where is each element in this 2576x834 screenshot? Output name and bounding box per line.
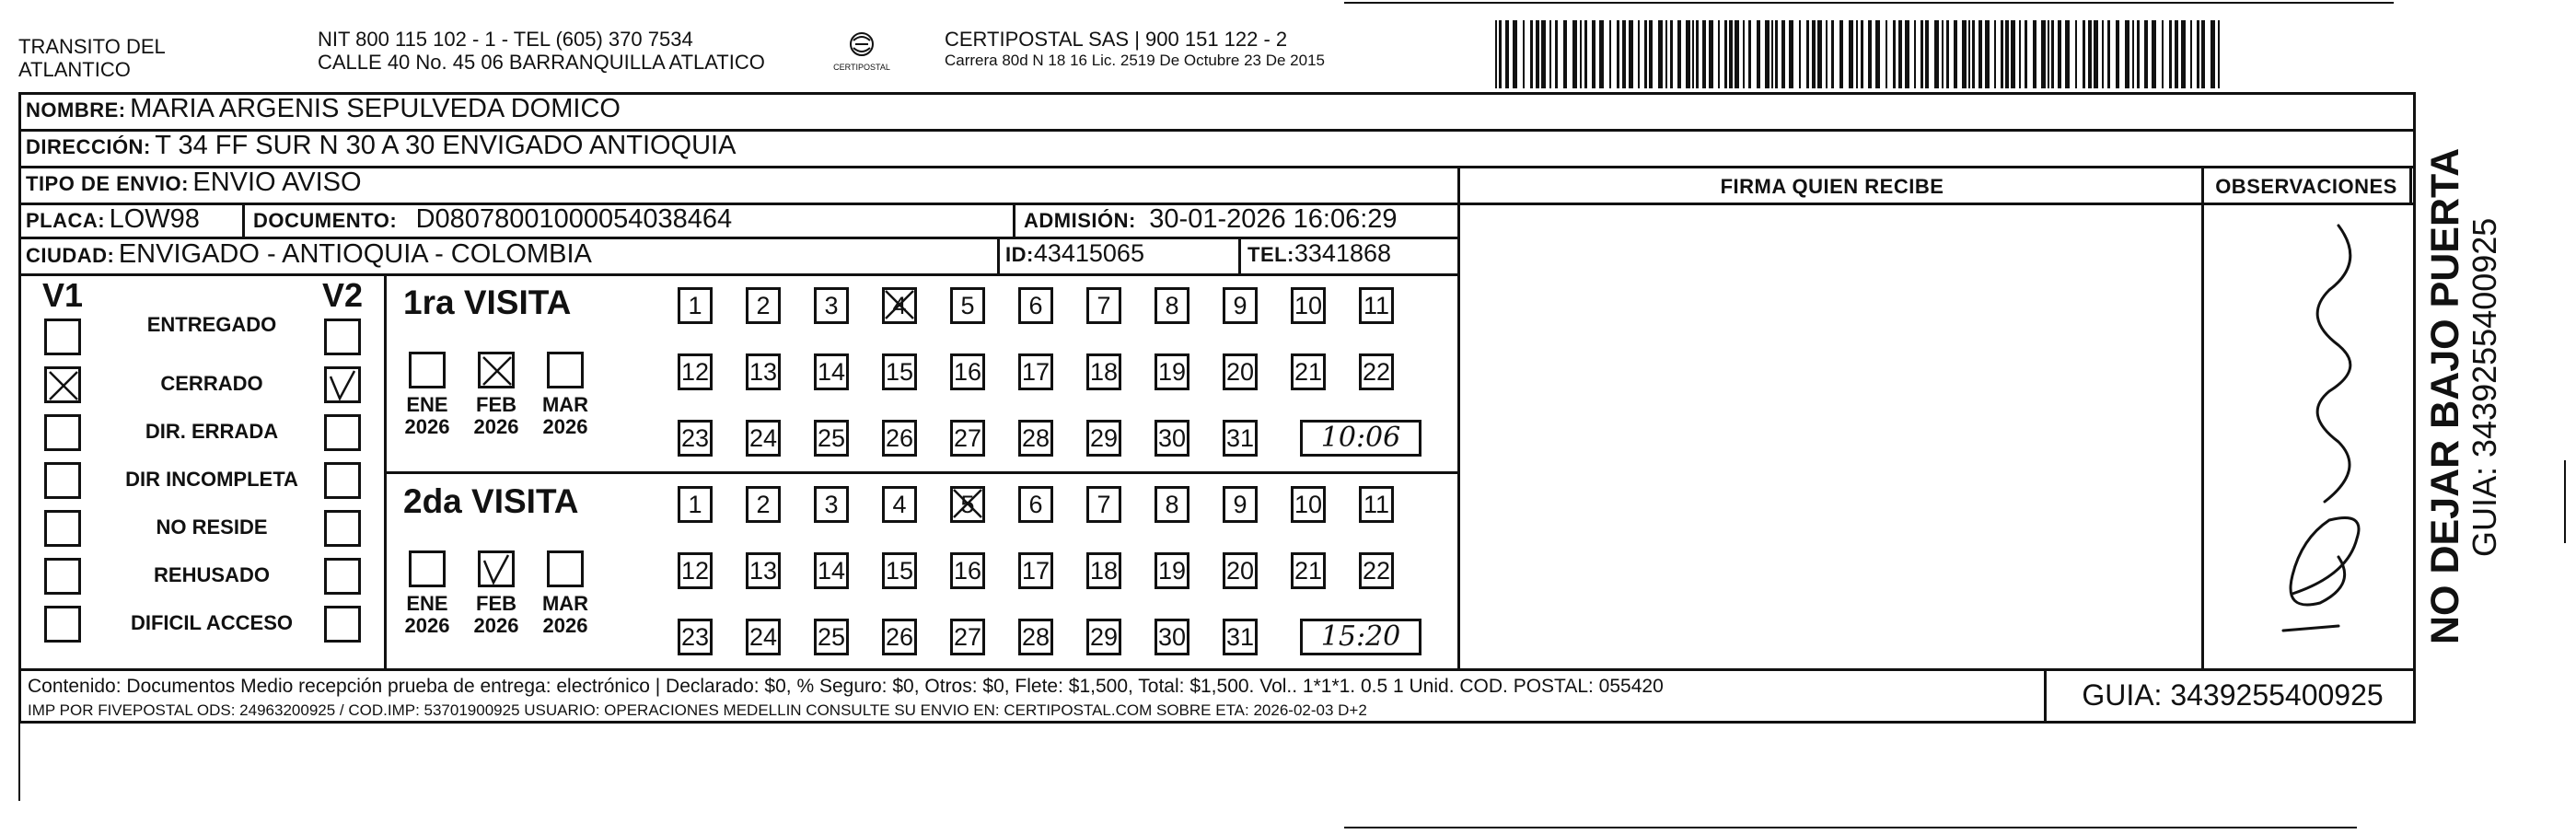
barcode-bar (2162, 20, 2164, 88)
barcode-bar (1584, 20, 1587, 88)
barcode-bar (2190, 20, 2192, 88)
barcode-bar (2005, 20, 2009, 88)
barcode-bar (1658, 20, 1663, 88)
barcode-bar (1718, 20, 1720, 88)
barcode-bar (2175, 20, 2178, 88)
barcode-bar (2169, 20, 2172, 88)
v1-label: V1 (42, 276, 84, 314)
visit-time-box[interactable]: 15:20 (1300, 619, 1421, 655)
direccion-field (26, 131, 736, 161)
agency-contact (318, 28, 765, 74)
barcode-bar (2152, 20, 2156, 88)
month-year: 2026 (542, 614, 588, 637)
firma-header: FIRMA QUIEN RECIBE (1720, 175, 1944, 198)
day-box[interactable]: 9 (1223, 486, 1258, 523)
v2-checkbox[interactable] (324, 606, 361, 643)
v2-checkbox[interactable] (324, 366, 361, 403)
day-box[interactable]: 13 (746, 552, 781, 589)
status-reason-label: CERRADO (160, 372, 263, 395)
day-box[interactable]: 27 (950, 420, 985, 457)
barcode-bar (1629, 20, 1633, 88)
barcode-bar (2051, 20, 2054, 88)
x-mark-icon (951, 487, 984, 520)
day-box[interactable] (882, 287, 917, 324)
barcode-bar (2132, 20, 2134, 88)
month-label (400, 394, 455, 438)
day-box[interactable]: 3 (814, 486, 849, 523)
day-box[interactable]: 14 (814, 552, 849, 589)
barcode-bar (1609, 20, 1611, 88)
barcode-bar (2019, 20, 2021, 88)
month-name: MAR (541, 592, 589, 615)
barcode-bar (2075, 20, 2077, 88)
day-box[interactable]: 31 (1223, 619, 1258, 655)
admision-field (1024, 204, 1398, 235)
day-box[interactable]: 25 (814, 619, 849, 655)
day-box[interactable]: 29 (1086, 420, 1121, 457)
check-mark-icon (327, 369, 360, 402)
day-box[interactable]: 11 (1359, 486, 1394, 523)
day-box[interactable]: 20 (1223, 552, 1258, 589)
barcode-bar (1914, 20, 1916, 88)
barcode-bar (1861, 20, 1863, 88)
barcode-bar (1968, 20, 1970, 88)
barcode-bar (2144, 20, 2148, 88)
day-box[interactable]: 14 (814, 353, 849, 390)
no-dejar-bajo-puerta: NO DEJAR BAJO PUERTA (2423, 147, 2467, 644)
certipostal-logo (825, 29, 899, 77)
visit-title: 1ra VISITA (403, 284, 572, 321)
day-box[interactable]: 9 (1223, 287, 1258, 324)
barcode-bar (1806, 20, 1809, 88)
day-box[interactable]: 12 (678, 353, 713, 390)
barcode-bar (1985, 20, 1990, 88)
barcode-bar (1592, 20, 1595, 88)
v1-checkbox[interactable] (44, 462, 81, 499)
barcode-bar (1839, 20, 1843, 88)
day-box[interactable]: 21 (1291, 353, 1326, 390)
barcode (1495, 20, 2226, 88)
barcode-bar (2218, 20, 2220, 88)
barcode-bar (1781, 20, 1785, 88)
barcode-bar (1893, 20, 1896, 88)
barcode-bar (1920, 20, 1923, 88)
day-box[interactable]: 23 (678, 420, 713, 457)
x-mark-icon (883, 288, 916, 321)
barcode-bar (1942, 20, 1944, 88)
month-name: MAR (541, 393, 589, 416)
day-box[interactable]: 26 (882, 619, 917, 655)
v1-checkbox[interactable] (44, 510, 81, 547)
v2-label: V2 (322, 276, 364, 314)
handwritten-signature (2228, 207, 2385, 640)
day-box[interactable]: 8 (1155, 486, 1189, 523)
month-year: 2026 (473, 614, 519, 637)
day-box[interactable]: 5 (950, 287, 985, 324)
barcode-bar (2107, 20, 2110, 88)
status-reason-label: DIR. ERRADA (145, 420, 279, 443)
day-box[interactable]: 30 (1155, 619, 1189, 655)
tipo-envio-label: TIPO DE ENVIO: (26, 172, 189, 195)
logo-text: CERTIPOSTAL (833, 63, 890, 72)
barcode-bar (1580, 20, 1582, 88)
check-mark-icon (481, 553, 514, 586)
month-name: FEB (476, 393, 516, 416)
barcode-bar (2011, 20, 2015, 88)
barcode-bar (2088, 20, 2092, 88)
barcode-bar (1665, 20, 1667, 88)
documento-value: D08078001000054038464 (415, 204, 733, 234)
barcode-bar (1622, 20, 1626, 88)
day-box[interactable]: 23 (678, 619, 713, 655)
barcode-bar (2210, 20, 2215, 88)
barcode-bar (1925, 20, 1929, 88)
tel-value: 3341868 (1294, 239, 1392, 267)
license-line: Carrera 80d N 18 16 Lic. 2519 De Octubre 23 De 2015 (945, 52, 1325, 69)
imp-line: IMP POR FIVEPOSTAL ODS: 24963200925 / COD.IMP: 53701900925 USUARIO: OPERACIONES MEDELLIN CONSULTE SU ENVIO EN: CERTIPOSTAL.COM SOBRE ETA: 2026-02-03 D+2 (28, 701, 1367, 719)
month-year: 2026 (473, 415, 519, 438)
month-name: ENE (406, 592, 448, 615)
nombre-label: NOMBRE: (26, 98, 126, 122)
footer-guia: GUIA: 3439255400925 (2082, 678, 2384, 712)
nit-line: NIT 800 115 102 - 1 - TEL (605) 370 7534 (318, 28, 693, 51)
day-box[interactable]: 28 (1018, 420, 1053, 457)
barcode-bar (1831, 20, 1834, 88)
direccion-value: T 34 FF SUR N 30 A 30 ENVIGADO ANTIOQUIA (155, 131, 737, 160)
month-name: FEB (476, 592, 516, 615)
barcode-bar (1905, 20, 1909, 88)
barcode-bar (1702, 20, 1706, 88)
tipo-envio-value: ENVIO AVISO (192, 168, 362, 197)
barcode-bar (2125, 20, 2129, 88)
day-number: 5 (960, 491, 975, 518)
day-box[interactable]: 1 (678, 486, 713, 523)
day-box[interactable]: 24 (746, 420, 781, 457)
side-guia: GUIA: 3439255400925 (2466, 217, 2503, 557)
day-box[interactable]: 30 (1155, 420, 1189, 457)
barcode-bar (1946, 20, 1949, 88)
day-box[interactable]: 18 (1086, 552, 1121, 589)
placa-label: PLACA: (26, 209, 106, 232)
barcode-bar (2094, 20, 2098, 88)
status-reason-label: ENTREGADO (146, 313, 277, 336)
direccion-label: DIRECCIÓN: (26, 135, 151, 158)
v1-checkbox[interactable] (44, 414, 81, 451)
barcode-bar (2137, 20, 2140, 88)
status-reason-label: NO RESIDE (156, 515, 268, 539)
day-box[interactable]: 17 (1018, 353, 1053, 390)
barcode-bar (1765, 20, 1770, 88)
barcode-bar (1555, 20, 1558, 88)
day-mark (951, 487, 984, 520)
v2-checkbox[interactable] (324, 462, 361, 499)
barcode-bar (1644, 20, 1647, 88)
company-info (945, 28, 1325, 70)
x-mark-icon (47, 369, 80, 402)
day-box[interactable]: 20 (1223, 353, 1258, 390)
barcode-bar (2033, 20, 2036, 88)
day-box[interactable]: 2 (746, 486, 781, 523)
barcode-bar (2083, 20, 2085, 88)
day-box[interactable]: 12 (678, 552, 713, 589)
day-box[interactable]: 7 (1086, 486, 1121, 523)
month-label (469, 394, 524, 438)
day-box[interactable]: 31 (1223, 420, 1258, 457)
barcode-bar (1692, 20, 1694, 88)
documento-label: DOCUMENTO: (253, 209, 398, 232)
v1-checkbox[interactable] (44, 558, 81, 595)
barcode-bar (1724, 20, 1727, 88)
v1-checkbox[interactable] (44, 366, 81, 403)
day-box[interactable]: 29 (1086, 619, 1121, 655)
company-line: CERTIPOSTAL SAS | 900 151 122 - 2 (945, 28, 1288, 51)
month-checkbox[interactable] (547, 550, 584, 587)
barcode-bar (2001, 20, 2003, 88)
barcode-bar (1686, 20, 1690, 88)
barcode-bar (1599, 20, 1604, 88)
day-box[interactable]: 15 (882, 552, 917, 589)
barcode-bar (1898, 20, 1902, 88)
barcode-bar (1748, 20, 1751, 88)
barcode-bar (2058, 20, 2061, 88)
barcode-bar (1886, 20, 1887, 88)
barcode-bar (2025, 20, 2027, 88)
observaciones-header: OBSERVACIONES (2215, 175, 2397, 198)
barcode-bar (2041, 20, 2046, 88)
barcode-bar (2181, 20, 2186, 88)
barcode-bar (1505, 20, 1509, 88)
day-box[interactable]: 19 (1155, 552, 1189, 589)
day-box[interactable]: 6 (1018, 486, 1053, 523)
barcode-bar (1771, 20, 1773, 88)
visit-time-box[interactable]: 10:06 (1300, 420, 1421, 457)
status-reason-label: DIR INCOMPLETA (125, 468, 298, 491)
barcode-bar (1499, 20, 1502, 88)
barcode-bar (1757, 20, 1760, 88)
barcode-bar (1962, 20, 1967, 88)
x-mark-icon (481, 354, 514, 388)
barcode-bar (1934, 20, 1939, 88)
barcode-bar (1617, 20, 1619, 88)
day-box[interactable]: 3 (814, 287, 849, 324)
ciudad-value: ENVIGADO - ANTIOQUIA - COLOMBIA (118, 239, 592, 269)
day-box[interactable]: 10 (1291, 287, 1326, 324)
month-checkbox[interactable] (547, 352, 584, 388)
ciudad-field (26, 239, 592, 270)
id-value: 43415065 (1033, 239, 1144, 267)
documento-field (253, 204, 732, 235)
month-checkbox[interactable] (478, 352, 515, 388)
v1-checkbox[interactable] (44, 319, 81, 355)
day-box[interactable]: 17 (1018, 552, 1053, 589)
month-label (400, 593, 455, 637)
barcode-bar (2197, 20, 2199, 88)
day-box[interactable]: 28 (1018, 619, 1053, 655)
day-mark (883, 288, 916, 321)
agency-line-2: ATLANTICO (18, 58, 131, 81)
barcode-bar (1572, 20, 1577, 88)
month-label (538, 394, 593, 438)
barcode-bar (1856, 20, 1858, 88)
barcode-bar (1638, 20, 1640, 88)
barcode-bar (1826, 20, 1828, 88)
barcode-bar (1649, 20, 1653, 88)
admision-label: ADMISIÓN: (1024, 209, 1136, 232)
day-box[interactable]: 2 (746, 287, 781, 324)
day-number: 4 (892, 292, 907, 319)
day-box[interactable]: 27 (950, 619, 985, 655)
barcode-bar (1799, 20, 1801, 88)
barcode-bar (1743, 20, 1745, 88)
ciudad-label: CIUDAD: (26, 244, 115, 267)
day-box[interactable] (950, 486, 985, 523)
barcode-bar (1495, 20, 1497, 88)
month-checkbox[interactable] (409, 550, 446, 587)
day-box[interactable]: 4 (882, 486, 917, 523)
barcode-bar (1513, 20, 1517, 88)
tipo-envio-field (26, 168, 362, 198)
visit-title: 2da VISITA (403, 482, 579, 520)
barcode-bar (1735, 20, 1739, 88)
barcode-bar (2065, 20, 2070, 88)
day-box[interactable]: 6 (1018, 287, 1053, 324)
nombre-value: MARIA ARGENIS SEPULVEDA DOMICO (130, 94, 621, 123)
admision-value: 30-01-2026 16:06:29 (1149, 204, 1398, 234)
barcode-bar (1789, 20, 1793, 88)
day-box[interactable]: 22 (1359, 353, 1394, 390)
barcode-bar (1709, 20, 1713, 88)
agency-name (18, 35, 166, 81)
barcode-bar (1549, 20, 1551, 88)
barcode-bar (1868, 20, 1872, 88)
day-box[interactable]: 24 (746, 619, 781, 655)
barcode-bar (1978, 20, 1982, 88)
barcode-bar (1875, 20, 1880, 88)
placa-field (26, 204, 200, 235)
month-checkbox[interactable] (409, 352, 446, 388)
day-box[interactable]: 16 (950, 353, 985, 390)
month-name: ENE (406, 393, 448, 416)
v2-checkbox[interactable] (324, 510, 361, 547)
day-box[interactable]: 19 (1155, 353, 1189, 390)
address-line: CALLE 40 No. 45 06 BARRANQUILLA ATLATICO (318, 51, 765, 74)
day-box[interactable]: 16 (950, 552, 985, 589)
barcode-bar (2201, 20, 2205, 88)
barcode-bar (1954, 20, 1957, 88)
barcode-bar (1775, 20, 1778, 88)
barcode-bar (1670, 20, 1673, 88)
month-year: 2026 (542, 415, 588, 438)
barcode-bar (1677, 20, 1681, 88)
month-checkbox[interactable] (478, 550, 515, 587)
placa-value: LOW98 (109, 204, 200, 234)
barcode-bar (2048, 20, 2049, 88)
barcode-bar (1536, 20, 1539, 88)
day-box[interactable]: 1 (678, 287, 713, 324)
day-box[interactable]: 22 (1359, 552, 1394, 589)
day-box[interactable]: 11 (1359, 287, 1394, 324)
barcode-bar (1729, 20, 1733, 88)
contenido-line: Contenido: Documentos Medio recepción prueba de entrega: electrónico | Declarado: $0, % Seguro: $0, Otros: $0, Flete: $1,500, Total: $1,500. Vol.. 1*1*1. 0.5 1 Unid. COD. POSTAL: 055420 (28, 676, 1664, 697)
barcode-bar (1541, 20, 1546, 88)
status-reason-label: REHUSADO (154, 563, 270, 586)
day-box[interactable]: 7 (1086, 287, 1121, 324)
day-box[interactable]: 15 (882, 353, 917, 390)
v1-checkbox[interactable] (44, 606, 81, 643)
day-box[interactable]: 8 (1155, 287, 1189, 324)
nombre-field (26, 94, 621, 124)
status-reason-label: DIFICIL ACCESO (130, 611, 293, 634)
day-box[interactable]: 10 (1291, 486, 1326, 523)
tel-field (1247, 239, 1391, 268)
barcode-bar (1972, 20, 1975, 88)
month-year: 2026 (404, 614, 450, 637)
id-label: ID: (1005, 243, 1034, 266)
day-box[interactable]: 13 (746, 353, 781, 390)
agency-line-1: TRANSITO DEL (18, 35, 166, 58)
barcode-bar (1563, 20, 1567, 88)
v2-checkbox[interactable] (324, 558, 361, 595)
day-box[interactable]: 18 (1086, 353, 1121, 390)
month-label (469, 593, 524, 637)
day-box[interactable]: 26 (882, 420, 917, 457)
barcode-bar (1523, 20, 1525, 88)
tel-label: TEL: (1247, 243, 1294, 266)
barcode-bar (1849, 20, 1853, 88)
barcode-bar (1696, 20, 1699, 88)
v2-checkbox[interactable] (324, 414, 361, 451)
day-box[interactable]: 21 (1291, 552, 1326, 589)
barcode-bar (1812, 20, 1816, 88)
id-field (1005, 239, 1144, 268)
barcode-bar (1994, 20, 1996, 88)
barcode-bar (2102, 20, 2104, 88)
v2-checkbox[interactable] (324, 319, 361, 355)
day-box[interactable]: 25 (814, 420, 849, 457)
month-label (538, 593, 593, 637)
month-year: 2026 (404, 415, 450, 438)
barcode-bar (2116, 20, 2119, 88)
barcode-bar (1817, 20, 1822, 88)
barcode-bar (1530, 20, 1533, 88)
